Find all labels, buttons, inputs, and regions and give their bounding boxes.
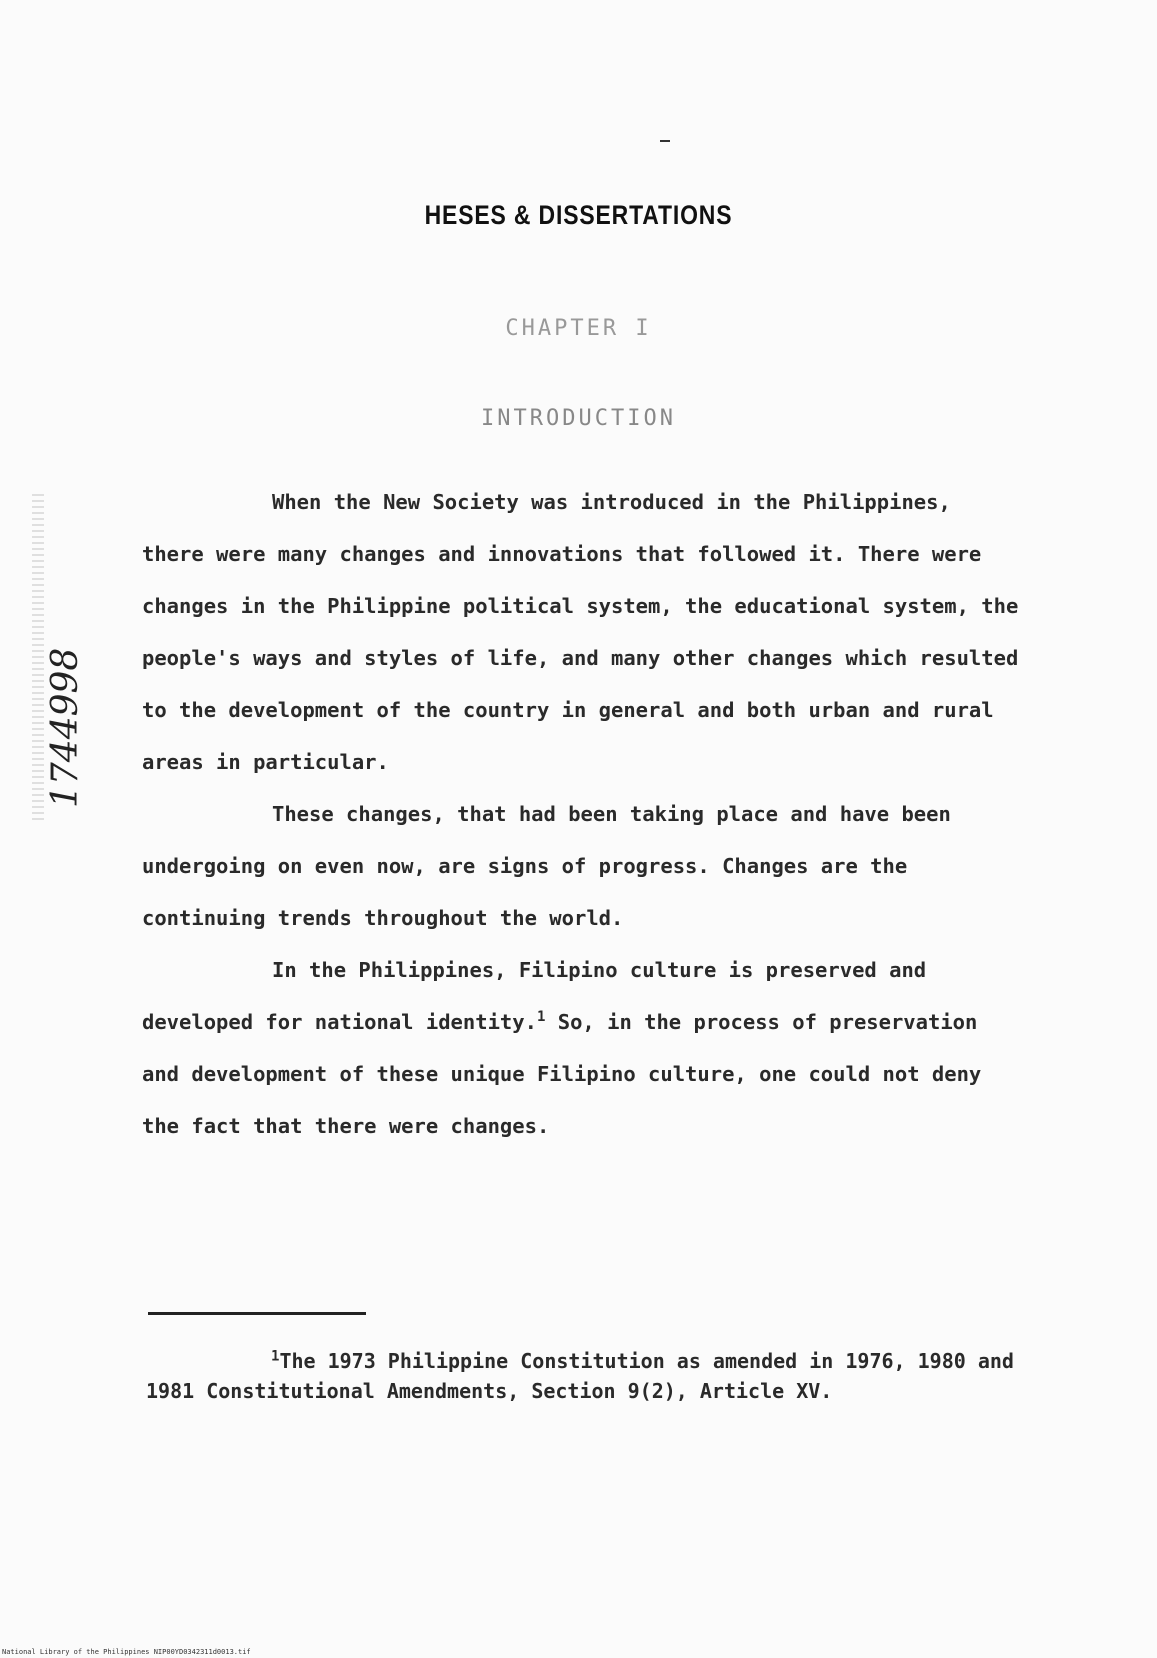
- paragraph-text: In the Philippines, Filipino culture is preserved and developed for national identity.: [142, 958, 927, 1034]
- body-text: [142, 476, 1022, 1152]
- footnote-marker: 1: [271, 1348, 280, 1365]
- footnote-reference: 1: [536, 1009, 546, 1026]
- footnote-separator: [148, 1312, 366, 1315]
- footnote: [146, 1346, 1026, 1406]
- paragraph: When the New Society was introduced in the Philippines, there were many changes and innovations that followed it. There were changes in the Philippine political system, the educational system, the people's ways and styles of life, and many other changes which resulted to the development of the country in general and both urban and rural areas in particular.: [142, 490, 1019, 774]
- margin-strip: [32, 490, 44, 820]
- chapter-title: INTRODUCTION: [481, 406, 676, 431]
- paragraph-text: So, in the process of preservation and development of these unique Filipino culture, one could not deny the fact that there were changes.: [142, 1010, 982, 1138]
- paragraph: These changes, that had been taking place and have been undergoing on even now, are signs of progress. Changes are the continuing trends throughout the world.: [142, 802, 951, 930]
- scan-credit: National Library of the Philippines NIP00YD0342311d0013.tif: [2, 1648, 251, 1656]
- handwritten-accession-number: 1744998: [45, 647, 86, 808]
- chapter-heading: CHAPTER I: [505, 316, 652, 341]
- footnote-text: The 1973 Philippine Constitution as amended in 1976, 1980 and 1981 Constitutional Amendments, Section 9(2), Article XV.: [146, 1349, 1014, 1403]
- top-dash: [660, 140, 670, 142]
- paragraph: [142, 944, 1022, 1152]
- collection-stamp: HESES & DISSERTATIONS: [424, 200, 733, 230]
